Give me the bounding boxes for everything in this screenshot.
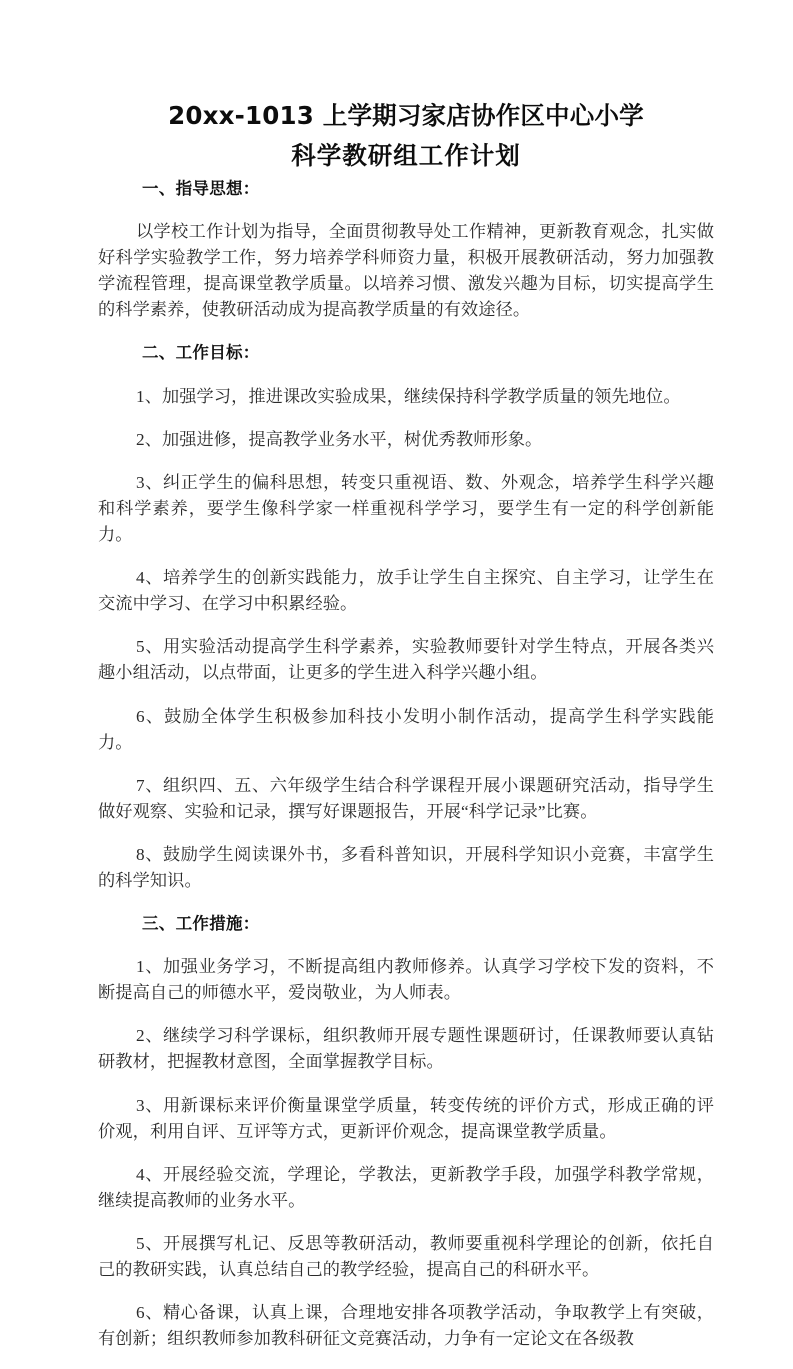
paragraph: 以学校工作计划为指导，全面贯彻教导处工作精神，更新教育观念，扎实做好科学实验教学工作，努力培养学科师资力量，积极开展教研活动，努力加强教学流程管理，提高课堂教学质量。以培养习惯、激发兴趣为目标，切实提高学生的科学素养，使教研活动成为提高教学质量的有效途径。 [98, 222, 714, 320]
section-heading-work-goals: 二、工作目标： [142, 343, 260, 363]
paragraph: 5、开展撰写札记、反思等教研活动，教师要重视科学理论的创新，依托自己的教研实践，认真总结自己的教学经验，提高自己的科研水平。 [98, 1234, 714, 1279]
paragraph: 4、开展经验交流，学理论，学教法，更新教学手段，加强学科教学常规，继续提高教师的业务水平。 [98, 1164, 714, 1210]
paragraph: 4、培养学生的创新实践能力，放手让学生自主探究、自主学习，让学生在交流中学习、在学习中积累经验。 [98, 568, 714, 614]
paragraph: 6、精心备课，认真上课，合理地安排各项教学活动，争取教学上有突破，有创新；组织教师参加教科研征文竞赛活动，力争有一定论文在各级教 [98, 1303, 714, 1349]
paragraph: 8、鼓励学生阅读课外书，多看科普知识，开展科学知识小竞赛，丰富学生的科学知识。 [98, 844, 714, 890]
paragraph: 1、加强业务学习，不断提高组内教师修养。认真学习学校下发的资料，不断提高自己的师德水平，爱岗敬业，为人师表。 [98, 957, 714, 1003]
paragraph: 7、组织四、五、六年级学生结合科学课程开展小课题研究活动，指导学生做好观察、实验和记录，撰写好课题报告，开展“科学记录”比赛。 [98, 775, 714, 821]
paragraph: 3、纠正学生的偏科思想，转变只重视语、数、外观念，培养学生科学兴趣和科学素养，要学生像科学家一样重视科学学习，要学生有一定的科学创新能力。 [98, 472, 714, 544]
section-heading-work-measures: 三、工作措施： [142, 914, 260, 934]
paragraph: 1、加强学习，推进课改实验成果，继续保持科学教学质量的领先地位。 [136, 386, 681, 406]
paragraph: 3、用新课标来评价衡量课堂学质量，转变传统的评价方式，形成正确的评价观，利用自评、互评等方式，更新评价观念，提高课堂教学质量。 [98, 1095, 714, 1141]
title-line-1: 20xx-1013 上学期习家店协作区中心小学 [168, 101, 644, 130]
document-title [98, 96, 714, 176]
paragraph: 2、加强进修，提高教学业务水平，树优秀教师形象。 [136, 429, 543, 449]
section-heading-guiding-ideology: 一、指导思想： [142, 179, 260, 198]
paragraph: 6、鼓励全体学生积极参加科技小发明小制作活动，提高学生科学实践能力。 [98, 706, 714, 752]
title-line-2: 科学教研组工作计划 [291, 141, 521, 170]
paragraph: 5、用实验活动提高学生科学素养，实验教师要针对学生特点，开展各类兴趣小组活动，以点带面，让更多的学生进入科学兴趣小组。 [98, 637, 714, 683]
paragraph: 2、继续学习科学课标，组织教师开展专题性课题研讨，任课教师要认真钻研教材，把握教材意图，全面掌握教学目标。 [98, 1026, 714, 1072]
document-body [98, 96, 714, 1369]
